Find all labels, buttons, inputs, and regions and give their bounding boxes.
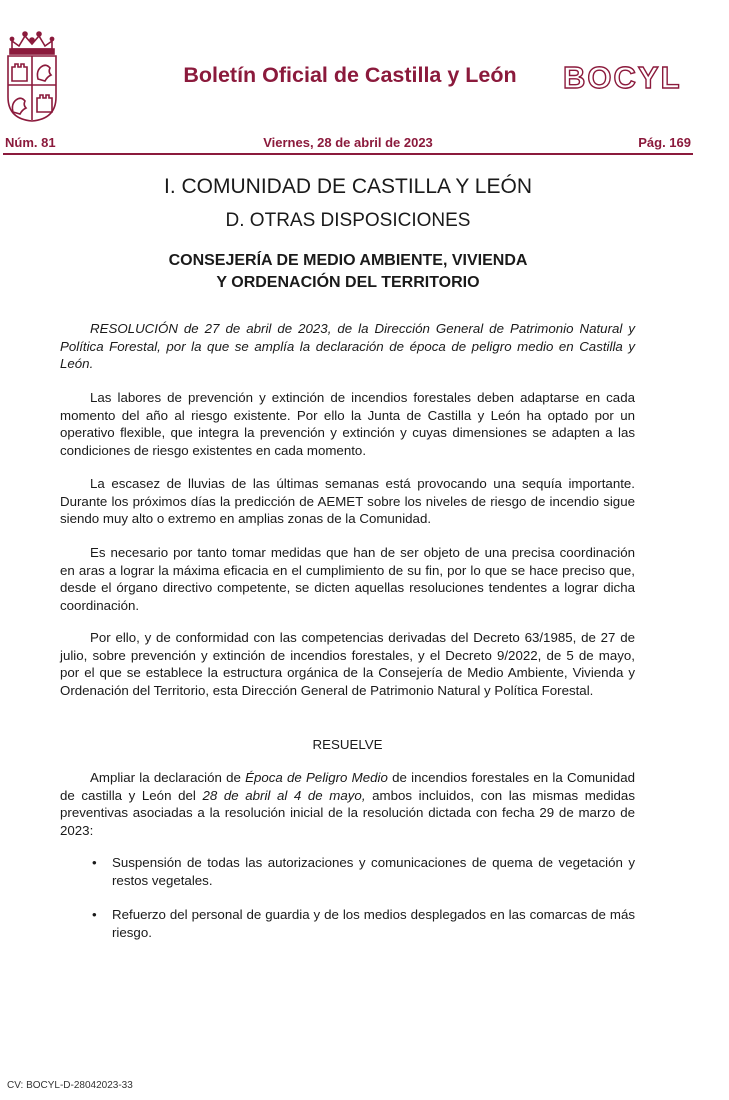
p5-text-b: Época de Peligro Medio bbox=[245, 770, 388, 785]
paragraph-2: La escasez de lluvias de las últimas semanas está provocando una sequía importante. Durante los próximos días la predicción de AEMET sobre los niveles de riesgo de incendio sigue siendo muy alto o extremo en amplias zonas de la Comunidad. bbox=[60, 476, 635, 527]
p5-text-d: 28 de abril al 4 de mayo, bbox=[202, 787, 366, 803]
subsection-title: D. OTRAS DISPOSICIONES bbox=[225, 210, 471, 231]
department-title bbox=[0, 250, 696, 294]
bullet-icon: • bbox=[92, 855, 97, 870]
page-number: Pág. 169 bbox=[638, 135, 691, 150]
issue-date: Viernes, 28 de abril de 2023 bbox=[263, 135, 433, 150]
paragraph-3: Es necesario por tanto tomar medidas que han de ser objeto de una precisa coordinación en aras a lograr la máxima eficacia en el cumplimiento de su fin, por lo que se hace preciso que, desde el órgano directivo competente, se dicten aquellas resoluciones tendentes a lograr dicha coordinación. bbox=[60, 545, 635, 613]
paragraph-5 bbox=[60, 769, 635, 839]
list-item bbox=[92, 906, 635, 941]
issue-number: Núm. 81 bbox=[5, 135, 56, 150]
header-divider bbox=[3, 153, 693, 155]
resuelve-heading: RESUELVE bbox=[312, 737, 383, 752]
list-item-text: Suspensión de todas las autorizaciones y comunicaciones de quema de vegetación y restos vegetales. bbox=[112, 855, 635, 888]
list-item-text: Refuerzo del personal de guardia y de los medios desplegados en las comarcas de más riesgo. bbox=[112, 907, 635, 940]
bocyl-logo: BOCYL bbox=[563, 60, 682, 95]
paragraph-1: Las labores de prevención y extinción de incendios forestales deben adaptarse en cada momento del año al riesgo existente. Por ello la Junta de Castilla y León ha optado por un operativo flexible, que integra la prevención y extinción y cuyas dimensiones se adapten a las condiciones de riesgo existentes en cada momento. bbox=[60, 390, 635, 458]
p5-text-a: Ampliar la declaración de bbox=[90, 770, 246, 785]
department-line-2: Y ORDENACIÓN DEL TERRITORIO bbox=[216, 274, 480, 291]
department-line-1: CONSEJERÍA DE MEDIO AMBIENTE, VIVIENDA bbox=[168, 252, 528, 269]
paragraph-4: Por ello, y de conformidad con las competencias derivadas del Decreto 63/1985, de 27 de julio, sobre prevención y extinción de incendios forestales, y el Decreto 9/2022, de 5 de mayo, por el que se establece la estructura orgánica de la Consejería de Medio Ambiente, Vivienda y Ordenación del Territorio, esta Dirección General de Patrimonio Natural y Política Forestal. bbox=[60, 630, 635, 698]
bullet-icon: • bbox=[92, 907, 97, 922]
p5-text-e: ambos incluidos, con las mismas medidas preventivas asociadas a la resolución inicial de la resolución dictada con fecha 29 de marzo de 2023: bbox=[60, 787, 635, 838]
section-title: I. COMUNIDAD DE CASTILLA Y LEÓN bbox=[164, 175, 532, 198]
list-item bbox=[92, 854, 635, 889]
resolution-summary: RESOLUCIÓN de 27 de abril de 2023, de la Dirección General de Patrimonio Natural y Política Forestal, por la que se amplía la declaración de época de peligro medio en Castilla y León. bbox=[60, 321, 635, 372]
document-cv-code: CV: BOCYL-D-28042023-33 bbox=[7, 1080, 133, 1091]
p5-text-c: de incendios forestales en la Comunidad de castilla y León del bbox=[60, 770, 635, 803]
issue-meta-bar bbox=[3, 135, 693, 153]
bulletin-title: Boletín Oficial de Castilla y León bbox=[183, 63, 517, 87]
